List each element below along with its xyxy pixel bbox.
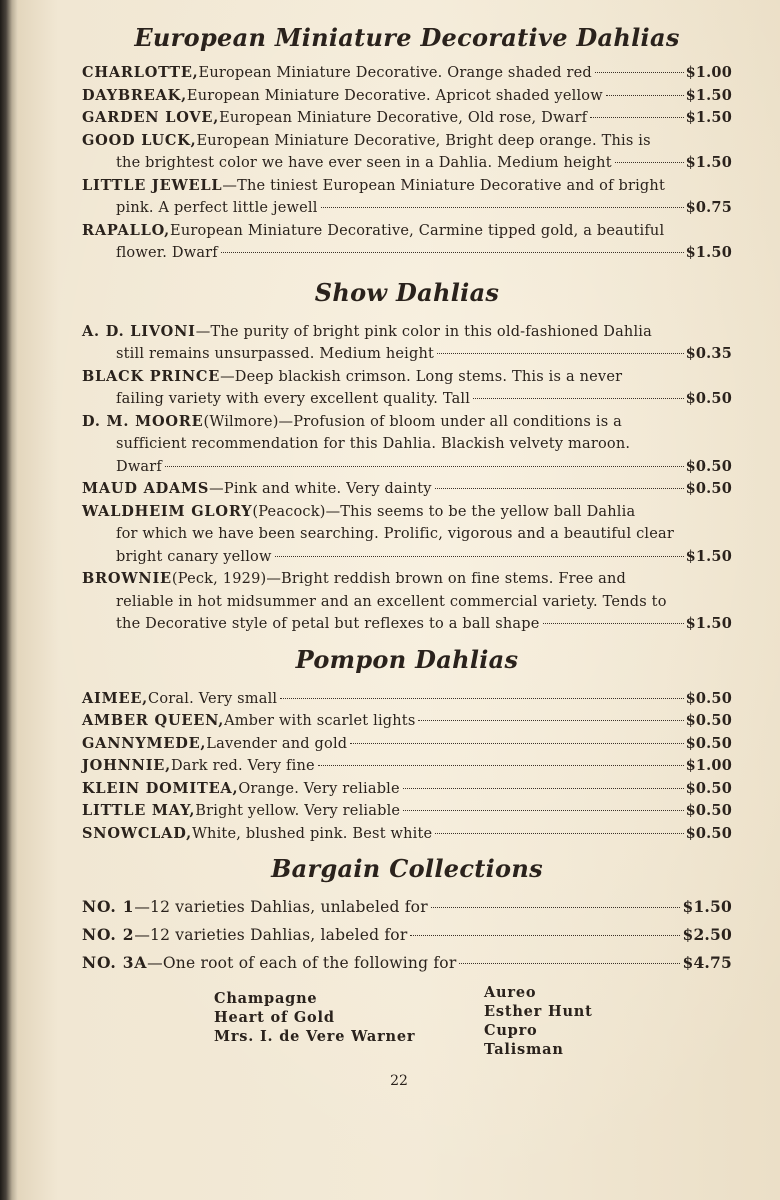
item-name: GOOD LUCK, [82,131,197,149]
variety-name: Cupro [484,1022,538,1039]
item-desc: —One root of each of the following for [147,954,457,972]
list-item [82,501,732,569]
variety-name: Esther Hunt [484,1003,593,1020]
list-item [82,778,732,801]
pompon-list [82,688,732,846]
page-content [82,22,732,1059]
list-item [82,823,732,846]
item-price: $0.50 [685,390,732,407]
item-desc-cont2: bright canary yellow [116,548,272,565]
item-desc: European Miniature Decorative. Orange shaded red [198,65,592,81]
bargain-list [82,893,732,1059]
item-name: LITTLE MAY, [82,802,196,819]
item-price: $1.50 [685,547,732,565]
item-name: D. M. MOORE [82,412,204,430]
item-desc: Dark red. Very fine [170,758,315,774]
list-item [82,949,732,977]
list-item [82,321,732,366]
item-name: KLEIN DOMITEA, [82,779,239,797]
catalog-page [18,0,780,1200]
item-price: $0.50 [685,824,732,842]
item-desc-cont: flower. Dwarf [116,245,218,261]
item-name: WALDHEIM GLORY [82,502,253,520]
item-name: AMBER QUEEN, [82,712,225,729]
variety-name: Aureo [484,984,537,1001]
list-item [82,755,732,778]
variety-name: Mrs. I. de Vere Warner [214,1028,416,1045]
section-title-european: European Miniature Decorative Dahlias [134,23,680,52]
item-desc: —The purity of bright pink color in this old-fashioned Dahlia [195,323,652,340]
varieties-column-1 [214,983,484,1059]
item-name: BROWNIE [82,570,172,587]
item-desc: European Miniature Decorative, Old rose, Dwarf [219,110,588,126]
list-item [82,366,732,411]
item-price: $0.50 [685,734,732,752]
section-title-show: Show Dahlias [314,277,500,307]
list-item [82,568,732,636]
item-price: $1.50 [685,244,732,261]
list-item [82,130,732,175]
list-item [82,175,732,220]
item-name: MAUD ADAMS [82,480,210,497]
item-price: $0.75 [685,199,732,216]
section-title-bargain: Bargain Collections [271,854,543,883]
item-desc: —12 varieties Dahlias, labeled for [134,926,408,944]
variety-name: Talisman [484,1041,564,1058]
item-price: $0.50 [685,457,732,475]
item-desc-cont: failing variety with every excellent quality. Tall [116,391,471,407]
item-price: $1.00 [685,757,732,774]
item-desc-cont: pink. A perfect little jewell [116,200,318,216]
item-name: NO. 1 [82,897,135,916]
item-desc-cont: sufficient recommendation for this Dahlia. Blackish velvety maroon. [116,436,631,452]
item-price: $1.50 [685,154,732,171]
item-desc: European Miniature Decorative. Apricot shaded yellow [186,87,603,104]
item-price: $4.75 [682,953,732,972]
list-item [82,800,732,823]
list-item [82,62,732,85]
list-item [82,710,732,733]
item-name: LITTLE JEWELL [82,176,223,194]
item-desc: —12 varieties Dahlias, unlabeled for [134,898,428,916]
item-desc: —Deep blackish crimson. Long stems. This is a never [220,368,623,385]
item-desc: (Wilmore)—Profusion of bloom under all conditions is a [203,413,623,430]
list-item [82,220,732,265]
variety-name: Champagne [214,990,318,1007]
item-name: A. D. LIVONI [82,322,196,340]
item-desc: European Miniature Decorative, Bright deep orange. This is [196,132,651,149]
item-desc: Lavender and gold [206,735,348,752]
item-name: AIMEE, [82,689,149,707]
item-name: RAPALLO, [82,221,171,239]
item-desc: White, blushed pink. Best white [191,825,433,842]
item-price: $0.50 [685,480,732,497]
item-price: $0.50 [685,712,732,729]
item-desc-cont: reliable in hot midsummer and an excellent commercial variety. Tends to [116,593,667,610]
list-item [82,688,732,711]
item-desc: European Miniature Decorative, Carmine tipped gold, a beautiful [170,222,665,239]
list-item [82,733,732,756]
item-desc: Orange. Very reliable [238,780,400,797]
european-list [82,62,732,265]
binding-gutter [0,0,18,1200]
item-desc: Amber with scarlet lights [224,713,416,729]
item-name: NO. 2 [82,925,135,944]
item-desc: Bright yellow. Very reliable [195,803,401,819]
list-item [82,921,732,949]
item-desc: (Peck, 1929)—Bright reddish brown on fine stems. Free and [171,571,627,587]
item-price: $0.50 [685,802,732,819]
item-name: GANNYMEDE, [82,734,207,752]
item-name: SNOWCLAD, [82,824,192,842]
item-desc: —Pink and white. Very dainty [209,481,432,497]
item-price: $0.50 [685,779,732,797]
item-price: $1.00 [685,64,732,81]
item-name: JOHNNIE, [82,757,171,774]
item-desc-cont: the brightest color we have ever seen in a Dahlia. Medium height [116,155,612,171]
item-desc-cont: still remains unsurpassed. Medium height [116,346,435,362]
section-title-pompon: Pompon Dahlias [295,644,519,674]
item-name: CHARLOTTE, [82,64,199,81]
show-list [82,321,732,636]
item-desc: (Peacock)—This seems to be the yellow ball Dahlia [252,503,636,520]
item-price: $1.50 [685,615,732,632]
item-price: $1.50 [682,897,732,916]
item-price: $0.35 [685,345,732,362]
list-item [82,411,732,479]
item-name: NO. 3A [82,953,148,972]
item-desc-cont: for which we have been searching. Prolific, vigorous and a beautiful clear [116,526,675,542]
page-number: 22 [390,1073,408,1089]
item-name: DAYBREAK, [82,86,187,104]
item-desc: Coral. Very small [148,690,278,707]
list-item [82,107,732,130]
varieties-column-2 [484,983,684,1059]
list-item [82,478,732,501]
item-price: $1.50 [685,109,732,126]
list-item [82,85,732,108]
item-desc-cont2: the Decorative style of petal but reflexes to a ball shape [116,616,540,632]
item-price: $1.50 [685,86,732,104]
item-desc-cont2: Dwarf [116,458,162,475]
item-price: $2.50 [682,925,732,944]
item-desc: —The tiniest European Miniature Decorative and of bright [222,177,665,194]
item-name: BLACK PRINCE [82,367,221,385]
collection-varieties [82,983,732,1059]
list-item [82,893,732,921]
variety-name: Heart of Gold [214,1009,335,1026]
item-price: $0.50 [685,689,732,707]
item-name: GARDEN LOVE, [82,109,220,126]
